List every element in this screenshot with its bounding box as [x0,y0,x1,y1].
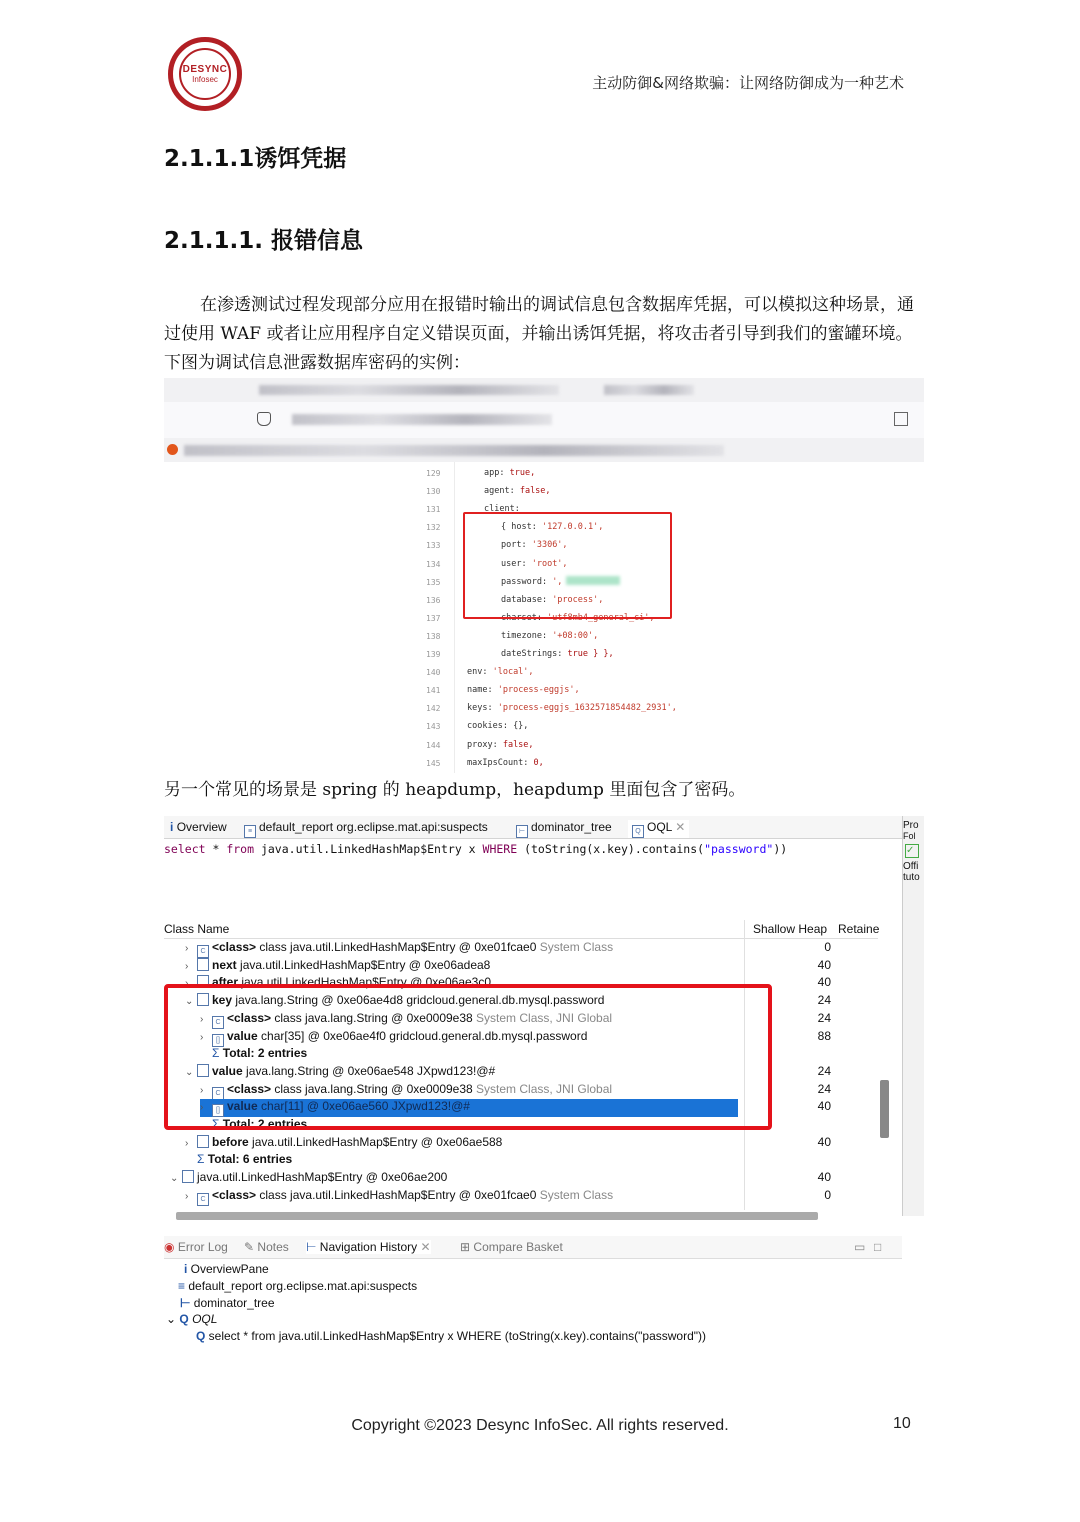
copyright-footer: Copyright ©2023 Desync InfoSec. All rights reserved. [351,1417,729,1434]
debug-info-screenshot [164,378,924,773]
company-logo [168,37,242,111]
tree-icon: ⊢ [516,825,528,838]
table-row[interactable] [164,1151,878,1169]
minimize-icon[interactable]: ▭ [854,1240,866,1254]
query-string: "password" [704,842,774,856]
class-name-cell: › next java.util.LinkedHashMap$Entry @ 0xe06adea8 [185,957,491,972]
expand-chevron-icon[interactable]: › [185,978,189,990]
class-name-cell: Σ Total: 2 entries [212,1117,308,1131]
vertical-scrollbar[interactable] [880,1080,889,1138]
shallow-heap-cell: 24 [817,1063,831,1078]
table-row[interactable] [164,1169,878,1187]
history-icon: ⊢ [306,1240,317,1254]
shallow-heap-cell: 0 [824,940,831,954]
tab-oql[interactable] [628,820,689,838]
class-name-cell: › C <class> class java.util.LinkedHashMap$Entry @ 0xe01fcae0 System Class [185,940,613,958]
right-pane-text: Fol [903,831,916,841]
browser-address-bar [164,402,924,438]
tab-oql-label: OQL [647,820,672,834]
notes-icon: ✎ [244,1240,255,1254]
column-class-name[interactable]: Class Name [164,922,230,936]
line-number: 142 [426,704,441,714]
tab-default-report-label: default_report org.eclipse.mat.api:suspects [259,820,488,834]
intro-paragraph: 在渗透测试过程发现部分应用在报错时输出的调试信息包含数据库凭据，可以模拟这种场景，通过使用 WAF 或者让应用程序自定义错误页面，并输出诱饵凭据，将攻击者引导到我们的蜜罐环境。下图为调试信息泄露数据库密码的实例： [164,295,914,373]
tab-notes-label: Notes [257,1240,289,1254]
expand-chevron-icon[interactable]: › [185,943,189,954]
tab-dominator-tree-label: dominator_tree [531,820,612,834]
code-line: maxIpsCount: 0, [467,757,544,768]
tab-compare-basket[interactable] [460,1240,563,1254]
expand-chevron-icon[interactable]: ⌄ [166,1312,180,1327]
maximize-icon[interactable]: □ [874,1240,882,1254]
class-name-cell: ⌄ key java.lang.String @ 0xe06ae4d8 gridcloud.general.db.mysql.password [185,993,605,1008]
checkbox-icon[interactable]: ✓ [905,844,919,858]
info-icon: i [170,820,174,834]
line-number: 137 [426,613,441,623]
query-text: )) [773,842,788,856]
oql-icon: Q [179,1312,193,1327]
page-number: 10 [893,1415,911,1432]
highlight-box [164,984,772,1130]
page-left-pane [164,462,415,773]
line-number: 139 [426,650,441,659]
report-icon: ≡ [244,825,256,838]
bookmarks-bar [164,438,924,462]
object-icon [182,1170,194,1183]
oql-icon: Q [632,825,644,838]
error-log-icon: ◉ [164,1240,175,1254]
table-row[interactable] [164,1187,878,1205]
code-line: cookies: {}, [467,721,529,732]
tab-dominator-tree[interactable] [516,820,612,838]
code-line: user: 'root', [501,558,568,569]
nav-history-item[interactable]: Q select * from java.util.LinkedHashMap$Entry x WHERE (toString(x.key).contains("password")) [196,1329,707,1344]
class-icon: C [197,945,209,958]
nav-history-item[interactable]: ⌄ Q OQL [166,1312,218,1327]
tab-overview[interactable] [170,820,227,834]
code-line: proxy: false, [467,739,534,750]
sum-icon: Σ [212,1117,223,1131]
bottom-tab-bar [164,1236,902,1259]
array-icon: [] [212,1104,224,1117]
query-text: java.util.LinkedHashMap$Entry x [254,842,483,856]
tree-icon: ⊢ [180,1295,194,1310]
class-name-cell: › before java.util.LinkedHashMap$Entry @ 0xe06ae588 [185,1134,503,1149]
table-header [164,920,878,939]
section-heading: 2.1.1.1诱饵凭据 [164,146,347,172]
line-number: 135 [426,577,441,587]
shallow-heap-cell: 24 [817,993,831,1008]
highlight-box [463,512,672,619]
firefox-icon [167,444,178,455]
browser-tab-bar [164,378,924,402]
expand-chevron-icon[interactable]: ⌄ [170,1173,179,1185]
class-icon: C [197,1193,209,1206]
shallow-heap-cell: 24 [817,1010,831,1025]
code-line: { host: '127.0.0.1', [501,522,604,533]
code-line: charset: 'utf8mb4_general_ci', [501,612,655,623]
nav-history-item[interactable]: ⊢ dominator_tree [180,1295,275,1310]
shallow-heap-cell: 40 [817,957,831,972]
query-keyword: from [226,842,255,856]
line-number: 136 [426,595,441,605]
expand-chevron-icon[interactable]: › [200,1031,204,1043]
class-name-cell: Σ Total: 2 entries [212,1046,308,1061]
column-retained[interactable]: Retaine [838,922,880,936]
line-number: 144 [426,740,441,750]
line-number: 134 [426,559,441,569]
expand-chevron-icon[interactable]: › [185,1190,189,1202]
info-icon: i [184,1262,191,1276]
query-text: * [205,842,227,856]
query-text: (toString(x.key).contains( [517,842,705,856]
nav-history-item[interactable]: i OverviewPane [184,1262,269,1276]
class-icon: C [212,1016,224,1029]
expand-chevron-icon[interactable]: › [185,960,189,972]
shallow-heap-cell: 40 [817,1170,831,1185]
right-pane-text: tuto [903,872,920,883]
running-header: 主动防御&网络欺骗：让网络防御成为一种艺术 [592,74,904,92]
class-name-cell: Σ Total: 6 entries [197,1152,293,1167]
query-keyword: select [164,842,206,856]
shallow-heap-cell: 88 [817,1028,831,1043]
class-name-cell: › C <class> class java.lang.String @ 0xe0009e38 System Class, JNI Global [200,1082,612,1100]
grid-icon [894,412,908,426]
code-line: app: true, [484,468,536,478]
oql-query-editor[interactable] [164,842,787,856]
class-name-cell: › [] value char[11] @ 0xe06ae560 JXpwd123!@# [200,1099,738,1117]
sum-icon: Σ [212,1046,223,1061]
expand-chevron-icon[interactable]: › [200,1084,204,1096]
subsection-heading: 2.1.1.1. 报错信息 [164,228,363,254]
expand-chevron-icon[interactable]: ⌄ [185,1066,194,1078]
code-line: env: 'local', [467,667,534,678]
column-shallow-heap[interactable]: Shallow Heap [753,922,828,936]
tab-error-log-label: Error Log [177,1240,228,1254]
code-line: agent: false, [484,486,551,497]
expand-chevron-icon[interactable]: › [200,1013,204,1025]
logo-text-infosec: Infosec [192,75,218,84]
table-row[interactable] [164,1134,878,1152]
tab-navigation-history[interactable] [306,1240,431,1254]
class-name-cell: ⌄ java.util.LinkedHashMap$Entry @ 0xe06ae200 [170,1170,448,1185]
class-name-cell: › after java.util.LinkedHashMap$Entry @ 0xe06ae3c0 [185,975,492,990]
shallow-heap-cell: 40 [817,1099,831,1114]
code-line: client: [484,504,525,515]
code-line: port: '3306', [501,540,568,551]
class-name-cell: ⌄ value java.lang.String @ 0xe06ae548 JXpwd123!@# [185,1063,496,1078]
shallow-heap-cell: 0 [824,1187,831,1202]
blurred-bookmarks [184,445,724,456]
code-line: name: 'process-eggjs', [467,685,580,696]
class-name-cell: › [] value char[35] @ 0xe06ae4f0 gridcloud.general.db.mysql.password [200,1029,587,1047]
right-pane-text: Pro [903,820,919,831]
tab-default-report[interactable] [244,820,488,838]
code-line: database: 'process', [501,594,604,605]
oql-icon: Q [196,1329,209,1344]
line-number: 141 [426,686,441,696]
expand-chevron-icon[interactable]: ⌄ [185,996,194,1008]
nav-history-item[interactable]: ≡ default_report org.eclipse.mat.api:suspects [178,1278,418,1293]
sum-icon: Σ [197,1152,208,1167]
logo-ring [179,48,231,100]
query-keyword: WHERE [482,842,518,856]
code-line: keys: 'process-eggjs_1632571854482_2931', [467,703,677,714]
close-icon[interactable]: ✕ [420,1240,431,1254]
shallow-heap-cell: 40 [817,1134,831,1149]
blurred-tab-title [259,385,559,395]
table-row[interactable] [164,957,878,975]
class-name-cell: › C <class> class java.util.LinkedHashMap$Entry @ 0xe01fcae0 System Class [185,1188,613,1206]
line-number: 132 [426,523,441,533]
code-line: password: ', [501,576,563,587]
line-number: 145 [426,758,441,768]
code-line: dateStrings: true } }, [501,649,614,659]
logo-text-desync: DESYNC [182,64,228,75]
shallow-heap-cell: 24 [817,1081,831,1096]
class-icon: C [212,1087,224,1100]
expand-chevron-icon[interactable]: › [200,1102,204,1114]
shallow-heap-cell: 40 [817,975,831,990]
shield-icon [257,412,271,426]
table-row[interactable] [164,939,878,957]
tab-navigation-history-label: Navigation History [319,1240,418,1254]
tab-overview-label: Overview [176,820,227,834]
line-number: 130 [426,487,441,497]
line-number: 138 [426,631,441,641]
heapdump-paragraph: 另一个常见的场景是 spring 的 heapdump，heapdump 里面包含了密码。 [164,780,746,800]
tab-compare-basket-label: Compare Basket [473,1240,563,1254]
line-number: 133 [426,541,441,551]
line-number: 131 [426,505,441,515]
right-side-pane [902,816,924,1216]
close-icon[interactable]: ✕ [675,820,686,834]
code-line: timezone: '+08:00', [501,630,599,641]
class-name-cell: › C <class> class java.lang.String @ 0xe0009e38 System Class, JNI Global [200,1011,612,1029]
right-pane-text: Offi [903,861,919,872]
tab-notes[interactable] [244,1240,289,1254]
blurred-tab-title [604,385,694,395]
line-number: 143 [426,722,441,732]
expand-chevron-icon[interactable]: › [185,1137,189,1149]
object-icon [197,1135,209,1148]
tab-error-log[interactable] [164,1240,228,1254]
editor-tab-bar [164,816,902,839]
line-number: 140 [426,668,441,678]
report-icon: ≡ [178,1278,189,1293]
mat-screenshot [164,816,924,1363]
horizontal-scrollbar[interactable] [176,1212,818,1220]
blurred-url [292,414,552,425]
basket-icon: ⊞ [460,1240,471,1254]
line-number: 129 [426,469,441,478]
object-icon [197,958,209,971]
array-icon: [] [212,1034,224,1047]
